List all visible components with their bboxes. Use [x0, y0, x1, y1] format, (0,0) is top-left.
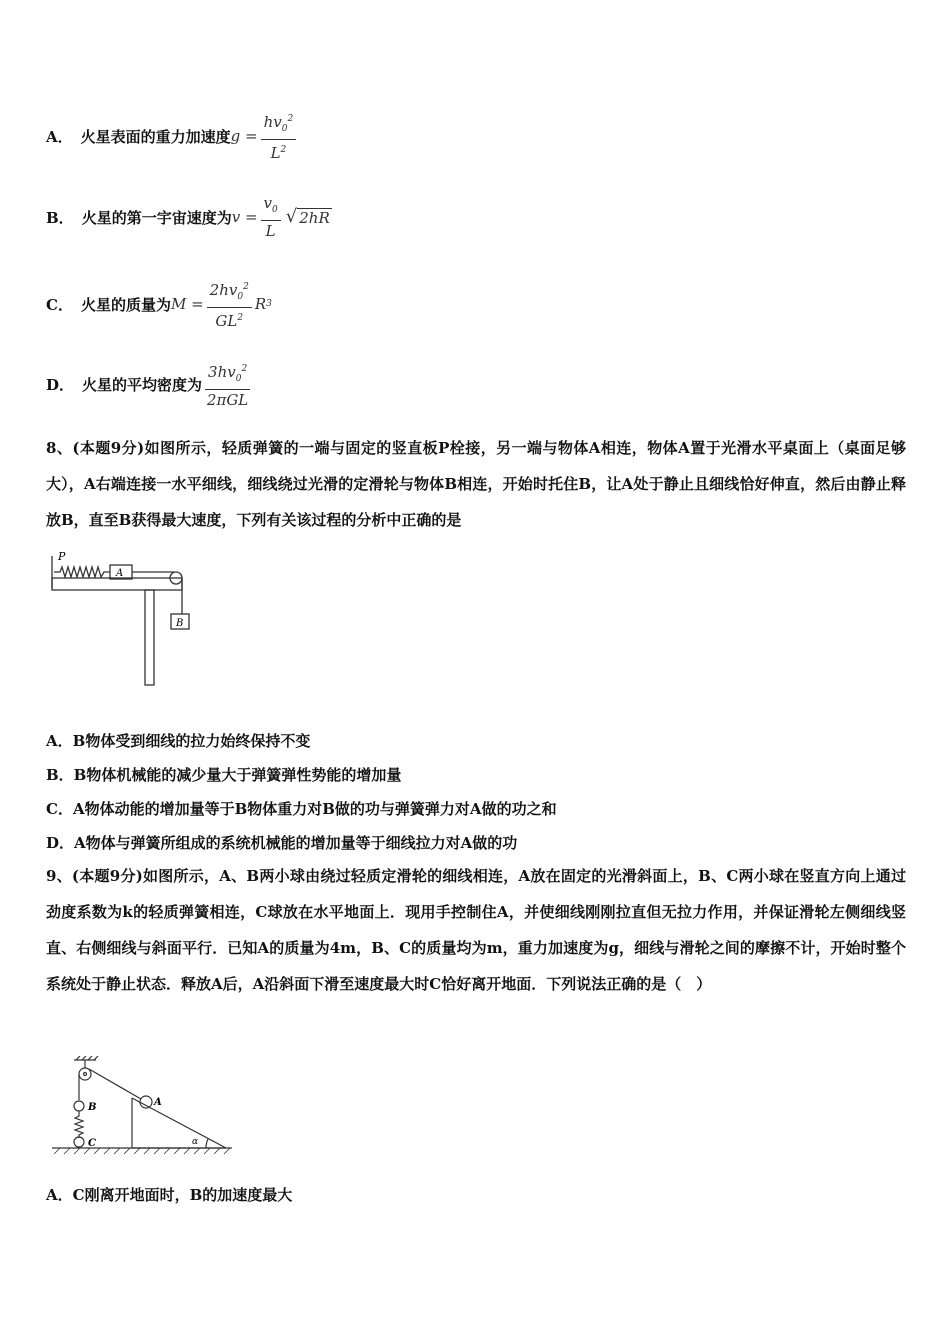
formula-mass: M = $\frac{2hv_0^2}{GL^2}$ R 3 — [171, 278, 272, 330]
q8-option-d[interactable]: D．A物体与弹簧所组成的系统机械能的增加量等于细线拉力对A做的功 — [46, 834, 518, 852]
label-c: C — [88, 1138, 96, 1149]
q7-option-d[interactable] — [46, 360, 253, 409]
option-label: C． — [46, 295, 73, 314]
q8-option-b[interactable]: B．B物体机械能的减少量大于弹簧弹性势能的增加量 — [46, 766, 402, 784]
denominator: L — [265, 222, 276, 240]
numerator: 2hv — [209, 281, 238, 299]
ball-b — [74, 1101, 84, 1111]
string-right — [89, 1069, 141, 1099]
option-label: D． — [46, 376, 75, 394]
radicand: 2hR — [299, 208, 330, 227]
numerator: 3hv — [208, 363, 236, 381]
table-leg — [145, 590, 154, 685]
sub: 0 — [272, 205, 278, 215]
q7-option-c[interactable] — [46, 278, 272, 330]
q8-option-a[interactable]: A．B物体受到细线的拉力始终保持不变 — [46, 732, 311, 750]
sup: 2 — [243, 282, 249, 292]
fraction — [207, 278, 252, 330]
formula-gravity: g = $\frac{hv_0^2}{L^2}$ — [231, 110, 300, 162]
fraction — [261, 110, 297, 162]
table-top — [52, 578, 182, 590]
q9-option-a[interactable]: A．C刚离开地面时，B的加速度最大 — [46, 1186, 293, 1204]
label-a: A — [154, 1097, 162, 1108]
denominator: 2πGL — [206, 391, 249, 409]
sup: 3 — [266, 299, 272, 309]
incline — [132, 1098, 226, 1148]
q9-figure — [46, 1056, 246, 1160]
q7-option-a[interactable] — [46, 110, 299, 162]
label-p: P — [58, 550, 66, 563]
sub: 0 — [281, 124, 288, 134]
formula-lhs: g — [230, 127, 241, 145]
spring — [75, 1111, 83, 1138]
sup: 2 — [287, 114, 294, 124]
label-a: A — [116, 568, 124, 579]
sub: 0 — [237, 292, 244, 302]
sqrt: √ 2hR — [285, 205, 330, 227]
formula-tail: R — [254, 295, 267, 313]
label-alpha: α — [192, 1137, 199, 1147]
formula-first-cosmic-velocity: v = $\frac{v_0}{L}$ √ 2hR — [231, 194, 330, 240]
option-text: 火星的平均密度为 — [82, 376, 203, 394]
option-text: 火星的质量为 — [80, 295, 171, 314]
denominator: L — [270, 144, 281, 162]
option-label: A． — [46, 127, 73, 146]
q8-figure — [46, 548, 206, 690]
angle-arc — [206, 1139, 208, 1148]
q8-stem: 8、(本题9分)如图所示，轻质弹簧的一端与固定的竖直板P栓接，另一端与物体A相连，物体A置于光滑水平桌面上（桌面足够大），A右端连接一水平细线，细线绕过光滑的定滑轮与物体B相连，开始时托住B，让A处于静止且细线恰好伸直，然后由静止释放B，直至B获得最大速度，下列有关该过程的分析中正确的是 — [46, 439, 906, 529]
sup: 2 — [237, 313, 244, 323]
label-b: B — [176, 618, 184, 629]
ball-a — [140, 1096, 152, 1108]
formula-lhs: v — [231, 208, 241, 226]
option-text: 火星的第一宇宙速度为 — [81, 208, 232, 227]
formula-density — [202, 360, 253, 409]
spring — [54, 567, 110, 577]
numerator: hv — [263, 113, 282, 131]
sub: 0 — [235, 374, 242, 384]
ball-c — [74, 1137, 84, 1147]
formula-lhs: M — [170, 295, 187, 313]
numerator: v — [263, 194, 273, 212]
q7-option-b[interactable] — [46, 194, 332, 240]
label-b: B — [88, 1102, 97, 1113]
q9-stem: 9、(本题9分)如图所示，A、B两小球由绕过轻质定滑轮的细线相连，A放在固定的光滑斜面上，B、C两小球在竖直方向上通过劲度系数为k的轻质弹簧相连，C球放在水平地面上．现用手控制住A，并使细线刚刚拉直但无拉力作用，并保证滑轮左侧细线竖直、右侧细线与斜面平行．已知A的质量为4m，B、C的质量均为m，重力加速度为g，细线与滑轮之间的摩擦不计，开始时整个系统处于静止状态．释放A后，A沿斜面下滑至速度最大时C恰好离开地面．下列说法正确的是（ ） — [46, 867, 906, 993]
fraction — [261, 194, 281, 240]
sup: 2 — [241, 364, 248, 374]
option-text: 火星表面的重力加速度 — [80, 127, 231, 146]
sup: 2 — [280, 145, 287, 155]
denominator: GL — [215, 312, 238, 330]
q8-option-c[interactable]: C．A物体动能的增加量等于B物体重力对B做的功与弹簧弹力对A做的功之和 — [46, 800, 557, 818]
fraction — [205, 360, 250, 409]
option-label: B． — [46, 208, 74, 227]
